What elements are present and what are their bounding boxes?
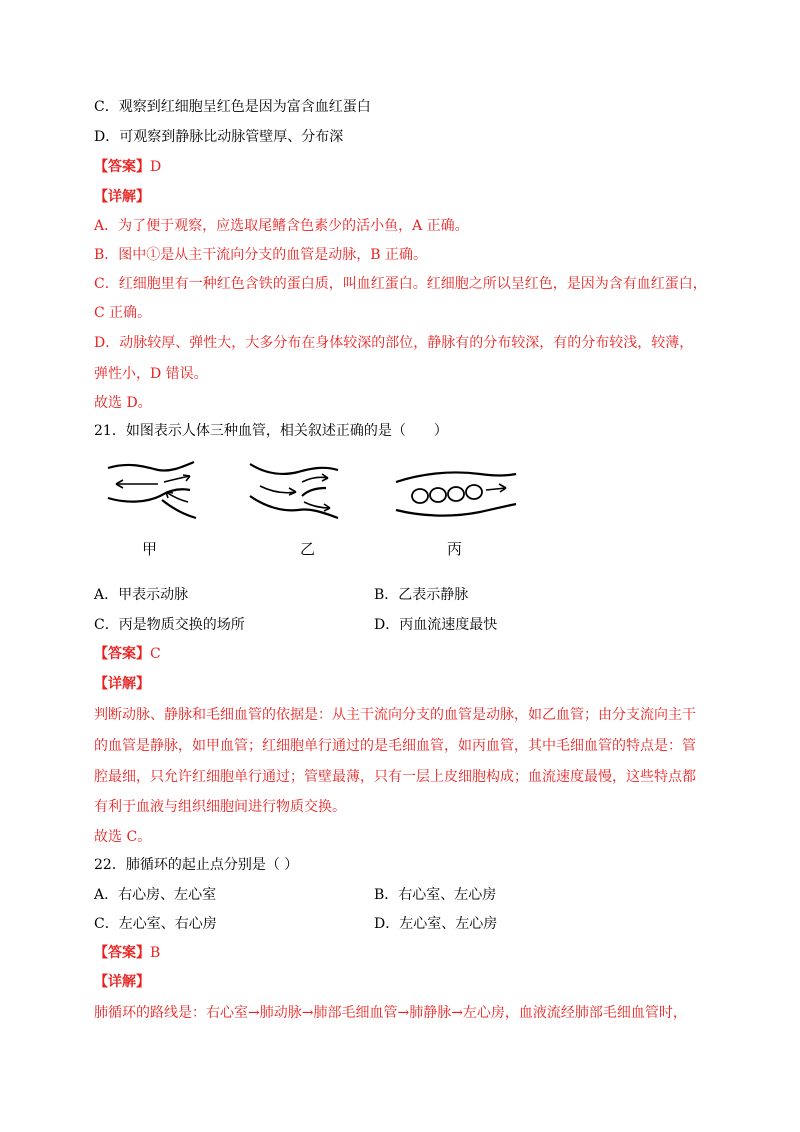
detail-line: A．为了便于观察，应选取尾鳍含色素少的活小鱼，A 正确。 xyxy=(94,218,469,234)
options-row xyxy=(94,585,714,605)
option-a: A．甲表示动脉 xyxy=(94,587,189,603)
options-row xyxy=(94,914,714,934)
detail-line: 有利于血液与组织细胞间进行物质交换。 xyxy=(94,799,346,815)
answer-line xyxy=(94,644,161,664)
detail-tag: 【详解】 xyxy=(94,676,150,692)
option-d: D．可观察到静脉比动脉管壁厚、分布深 xyxy=(94,129,344,145)
detail-line: 肺循环的路线是：右心室→肺动脉→肺部毛细血管→肺静脉→左心房，血液流经肺部毛细血管时， xyxy=(94,1005,687,1021)
answer-tag: 【答案】 xyxy=(94,646,150,662)
conclusion: 故选 D。 xyxy=(94,395,152,411)
detail-line: 腔最细，只允许红细胞单行通过；管壁最薄，只有一层上皮细胞构成；血流速度最慢，这些特点都 xyxy=(94,769,696,785)
question-stem: 22．肺循环的起止点分别是（ ） xyxy=(94,857,299,873)
artery-diagram xyxy=(242,456,352,528)
detail-line: B．图中①是从主干流向分支的血管是动脉，B 正确。 xyxy=(94,247,428,263)
detail-tag: 【详解】 xyxy=(94,974,150,990)
options-row xyxy=(94,885,714,905)
answer-value: D xyxy=(150,159,162,175)
answer-value: C xyxy=(150,646,161,662)
detail-tag: 【详解】 xyxy=(94,189,150,205)
answer-tag: 【答案】 xyxy=(94,945,150,961)
option-c: C．左心室、右心房 xyxy=(94,916,217,932)
detail-line: 判断动脉、静脉和毛细血管的依据是：从主干流向分支的血管是动脉，如乙血管；由分支流向主干 xyxy=(94,707,696,723)
detail-line: C．红细胞里有一种红色含铁的蛋白质，叫血红蛋白。红细胞之所以呈红色，是因为含有血红蛋白， xyxy=(94,276,707,292)
blood-vessel-figure xyxy=(90,452,520,570)
detail-line: 的血管是静脉，如甲血管；红细胞单行通过的是毛细血管，如丙血管，其中毛细血管的特点是：管 xyxy=(94,738,696,754)
capillary-diagram xyxy=(390,466,520,522)
figure-label-bing: 丙 xyxy=(447,540,463,558)
detail-line: 弹性小，D 错误。 xyxy=(94,366,208,382)
answer-line xyxy=(94,943,160,963)
option-a: A．右心房、左心室 xyxy=(94,887,217,903)
option-b: B．乙表示静脉 xyxy=(374,587,469,603)
detail-line: C 正确。 xyxy=(94,305,152,321)
option-c: C．丙是物质交换的场所 xyxy=(94,617,245,633)
question-stem: 21．如图表示人体三种血管，相关叙述正确的是（ ） xyxy=(94,423,448,439)
detail-line: D．动脉较厚、弹性大，大多分布在身体较深的部位，静脉有的分布较深，有的分布较浅，较薄， xyxy=(94,335,694,351)
option-c: C．观察到红细胞呈红色是因为富含血红蛋白 xyxy=(94,99,371,115)
figure-label-yi: 乙 xyxy=(300,540,316,558)
answer-tag: 【答案】 xyxy=(94,159,150,175)
options-row xyxy=(94,615,714,635)
option-b: B．右心室、左心房 xyxy=(374,887,497,903)
vein-diagram xyxy=(98,456,208,526)
option-d: D．左心室、左心房 xyxy=(374,916,498,932)
answer-line xyxy=(94,157,161,177)
answer-value: B xyxy=(150,945,161,961)
figure-label-jia: 甲 xyxy=(142,540,158,558)
conclusion: 故选 C。 xyxy=(94,829,152,845)
option-d: D．丙血流速度最快 xyxy=(374,617,498,633)
